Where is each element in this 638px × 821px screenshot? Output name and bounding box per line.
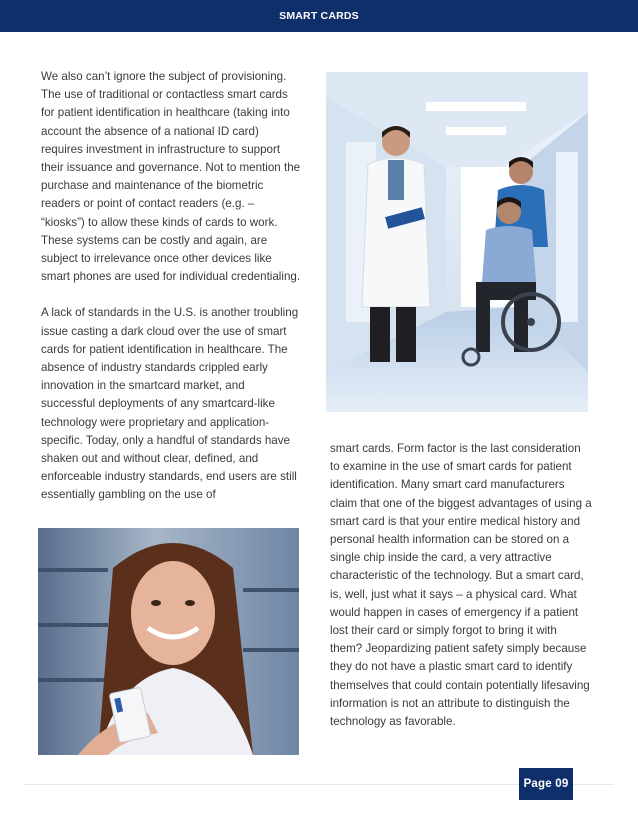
page-number-badge: Page 09 bbox=[519, 768, 573, 800]
hospital-corridor-photo bbox=[326, 72, 588, 412]
right-paragraph: smart cards. Form factor is the last consideration to examine in the use of smart cards for patient identification. Many smart card manufacturers claim that one of the biggest advantages of using a smart card is that your entire medical history and personal health information can be stored on a single chip inside the card, a very attractive characteristic of the technology. But a smart card, is, well, just what it says – a physical card. What would happen in cases of emergency if a patient lost their card or simply forgot to bring it with them? Jeopardizing patient safety simply because they do not have a plastic smart card to identify themselves that could contain potentially lifesaving information is not an attribute to distinguish the technology as favorable. bbox=[330, 442, 592, 729]
header-title: SMART CARDS bbox=[279, 10, 359, 22]
woman-holding-card-photo bbox=[38, 528, 299, 755]
page-header bbox=[0, 0, 638, 32]
right-column bbox=[330, 440, 592, 731]
left-paragraph-1: We also can’t ignore the subject of provisioning. The use of traditional or contactless smart cards for patient identification in healthcare (taking into account the absence of a national ID card) requires investment in infrastructure to support their issuance and governance. Not to mention the purchase and maintenance of the biometric readers or point of contact readers (e.g. – “kiosks”) to allow these kinds of cards to work. These systems can be costly and again, are subject to irrelevance once other devices like smart phones are used for individual credentialing. bbox=[41, 70, 301, 284]
left-paragraph-2: A lack of standards in the U.S. is another troubling issue casting a dark cloud over the use of smart cards for patient identification in healthcare. The absence of industry standards crippled early innovation in the smartcard market, and successful deployments of any smartcard-like technology were proprietary and application-specific. Today, only a handful of standards have shaken out and without clear, defined, and enforceable industry standards, end users are still essentially gambling on the use of bbox=[41, 306, 299, 502]
left-column bbox=[41, 68, 301, 505]
